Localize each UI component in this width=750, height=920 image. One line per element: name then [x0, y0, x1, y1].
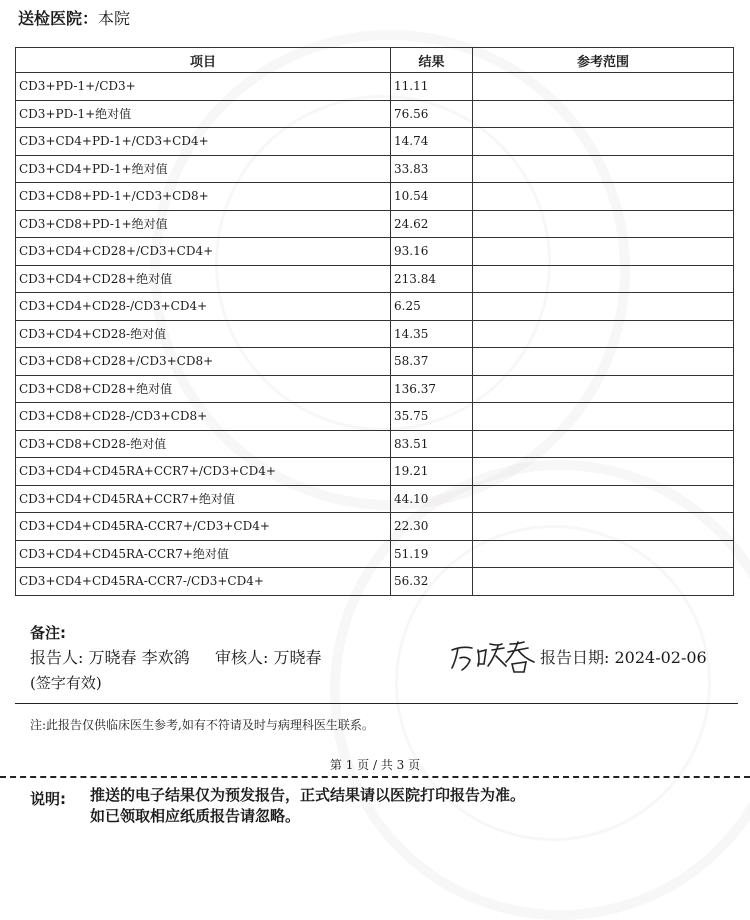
table-row [16, 430, 734, 458]
cell-item: CD3+CD4+CD28-绝对值 [16, 320, 391, 348]
cell-reference [473, 293, 734, 321]
cell-item: CD3+CD4+CD28-/CD3+CD4+ [16, 293, 391, 321]
cell-reference [473, 73, 734, 101]
cell-item: CD3+CD4+CD45RA+CCR7+绝对值 [16, 485, 391, 513]
table-row [16, 265, 734, 293]
table-header-row [16, 48, 734, 73]
hospital-value: 本院 [98, 9, 131, 28]
cell-result: 51.19 [391, 540, 473, 568]
report-date: 报告日期: 2024-02-06 [540, 648, 707, 667]
cell-item: CD3+CD8+CD28-/CD3+CD8+ [16, 403, 391, 431]
cell-result: 35.75 [391, 403, 473, 431]
cell-reference [473, 238, 734, 266]
cell-result: 136.37 [391, 375, 473, 403]
table-row [16, 403, 734, 431]
explain-label: 说明: [30, 790, 66, 808]
cell-result: 44.10 [391, 485, 473, 513]
hospital-label: 送检医院： [18, 9, 99, 28]
table-row [16, 568, 734, 596]
page-indicator: 第 1 页 / 共 3 页 [329, 758, 421, 772]
remarks-title: 备注: [30, 624, 66, 642]
cell-item: CD3+CD4+CD45RA+CCR7+/CD3+CD4+ [16, 458, 391, 486]
sign-valid-note: (签字有效) [30, 674, 102, 692]
header-reference: 参考范围 [473, 48, 734, 73]
cell-result: 19.21 [391, 458, 473, 486]
cell-reference [473, 540, 734, 568]
cell-item: CD3+CD8+CD28-绝对值 [16, 430, 391, 458]
results-table [15, 47, 734, 596]
cell-reference [473, 430, 734, 458]
cell-reference [473, 458, 734, 486]
cell-reference [473, 403, 734, 431]
table-row [16, 183, 734, 211]
header-item: 项目 [16, 48, 391, 73]
cell-result: 93.16 [391, 238, 473, 266]
handwritten-signature [448, 636, 538, 676]
cell-result: 83.51 [391, 430, 473, 458]
cell-result: 14.35 [391, 320, 473, 348]
cell-item: CD3+CD4+CD28+绝对值 [16, 265, 391, 293]
header-result: 结果 [391, 48, 473, 73]
cell-result: 14.74 [391, 128, 473, 156]
table-row [16, 73, 734, 101]
cell-result: 22.30 [391, 513, 473, 541]
cell-item: CD3+PD-1+绝对值 [16, 100, 391, 128]
cell-result: 213.84 [391, 265, 473, 293]
table-row [16, 540, 734, 568]
disclaimer-note: 注:此报告仅供临床医生参考,如有不符请及时与病理科医生联系。 [30, 718, 374, 732]
cell-result: 76.56 [391, 100, 473, 128]
divider [15, 703, 738, 704]
cell-reference [473, 100, 734, 128]
cell-reference [473, 265, 734, 293]
table-row [16, 348, 734, 376]
cell-reference [473, 320, 734, 348]
dashed-divider [0, 776, 750, 778]
reviewer: 审核人: 万晓春 [215, 648, 322, 667]
cell-result: 33.83 [391, 155, 473, 183]
cell-result: 24.62 [391, 210, 473, 238]
hospital-line [18, 6, 130, 29]
cell-reference [473, 568, 734, 596]
cell-result: 56.32 [391, 568, 473, 596]
cell-reference [473, 348, 734, 376]
table-row [16, 320, 734, 348]
cell-item: CD3+CD8+CD28+/CD3+CD8+ [16, 348, 391, 376]
table-row [16, 458, 734, 486]
table-row [16, 100, 734, 128]
cell-result: 11.11 [391, 73, 473, 101]
cell-item: CD3+CD8+PD-1+绝对值 [16, 210, 391, 238]
cell-reference [473, 128, 734, 156]
table-row [16, 128, 734, 156]
cell-item: CD3+CD4+PD-1+/CD3+CD4+ [16, 128, 391, 156]
reporter: 报告人: 万晓春 李欢鹆 [30, 648, 190, 667]
cell-result: 58.37 [391, 348, 473, 376]
cell-reference [473, 513, 734, 541]
cell-item: CD3+PD-1+/CD3+ [16, 73, 391, 101]
cell-item: CD3+CD4+CD45RA-CCR7-/CD3+CD4+ [16, 568, 391, 596]
cell-reference [473, 375, 734, 403]
table-row [16, 155, 734, 183]
cell-item: CD3+CD4+CD28+/CD3+CD4+ [16, 238, 391, 266]
explain-line-1: 推送的电子结果仅为预发报告，正式结果请以医院打印报告为准。 [90, 786, 526, 804]
cell-item: CD3+CD4+PD-1+绝对值 [16, 155, 391, 183]
cell-item: CD3+CD4+CD45RA-CCR7+绝对值 [16, 540, 391, 568]
table-row [16, 238, 734, 266]
cell-result: 6.25 [391, 293, 473, 321]
table-row [16, 210, 734, 238]
cell-item: CD3+CD8+CD28+绝对值 [16, 375, 391, 403]
table-row [16, 375, 734, 403]
cell-reference [473, 183, 734, 211]
cell-item: CD3+CD4+CD45RA-CCR7+/CD3+CD4+ [16, 513, 391, 541]
table-row [16, 293, 734, 321]
table-row [16, 513, 734, 541]
cell-reference [473, 485, 734, 513]
cell-item: CD3+CD8+PD-1+/CD3+CD8+ [16, 183, 391, 211]
signers-line [30, 645, 322, 668]
explain-text [90, 785, 525, 827]
cell-result: 10.54 [391, 183, 473, 211]
cell-reference [473, 155, 734, 183]
table-row [16, 485, 734, 513]
explain-line-2: 如已领取相应纸质报告请忽略。 [90, 807, 301, 825]
cell-reference [473, 210, 734, 238]
